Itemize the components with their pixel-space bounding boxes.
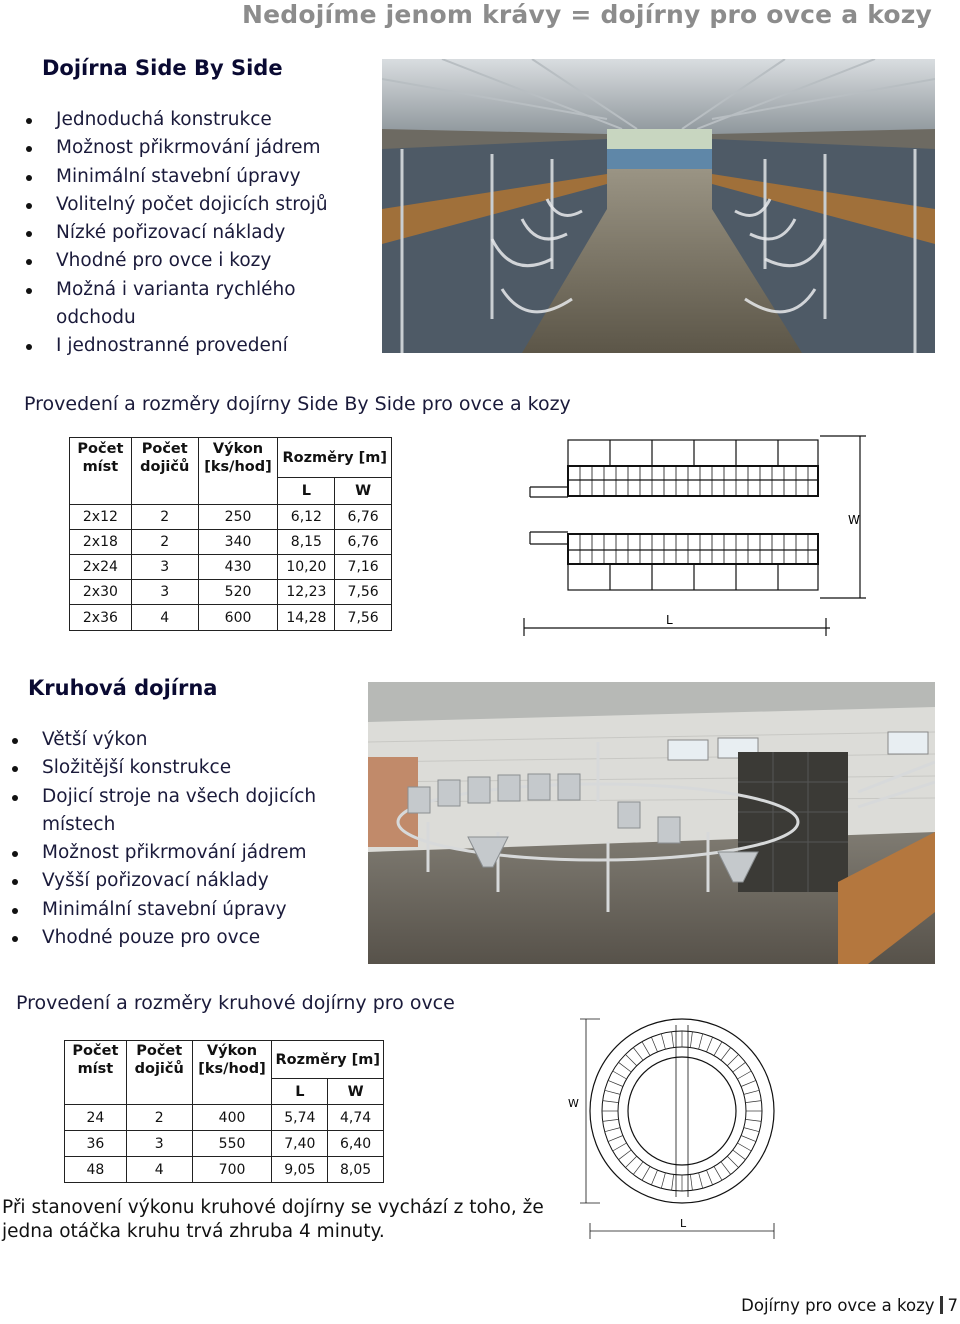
rotary-dimensions-table (64, 1040, 384, 1183)
table-header-W: W (328, 1079, 384, 1105)
table-cell: 6,40 (328, 1131, 384, 1157)
stall-divider (613, 1143, 627, 1151)
rotary-features-list (42, 726, 342, 952)
stall-divider (672, 1032, 674, 1048)
table-cell: 24 (65, 1105, 127, 1131)
stall-divider (741, 1080, 756, 1086)
table-cell: 700 (192, 1157, 272, 1183)
stall-divider (625, 1156, 636, 1167)
list-item: Volitelný počet dojicích strojů (56, 191, 356, 219)
list-item: Větší výkon (42, 726, 342, 754)
rotary-parlor-photo (368, 682, 935, 964)
table-row (70, 605, 392, 631)
stall-divider (605, 1090, 621, 1094)
rotary-table-title: Provedení a rozměry kruhové dojírny pro ovce (16, 992, 455, 1014)
table-cell: 7,56 (335, 580, 392, 605)
table-cell: 8,15 (278, 530, 335, 555)
table-cell: 250 (198, 505, 278, 530)
table-cell: 520 (198, 580, 278, 605)
table-cell: 36 (65, 1131, 127, 1157)
list-item: Dojicí stroje na všech dojicích místech (42, 783, 332, 840)
stall-divider (727, 1054, 738, 1065)
stall-divider (603, 1101, 619, 1103)
table-header-milkers: Počet dojičů (131, 438, 198, 478)
table-cell: 550 (192, 1131, 272, 1157)
table-cell: 2x18 (70, 530, 132, 555)
table-header-L: L (278, 478, 335, 505)
table-header-output: Výkon [ks/hod] (192, 1041, 272, 1079)
stall-divider (707, 1037, 713, 1052)
table-cell: 2 (126, 1105, 192, 1131)
table-cell: 12,23 (278, 580, 335, 605)
table-cell: 600 (198, 605, 278, 631)
stall-divider (619, 1062, 632, 1072)
list-item: Vhodné pro ovce i kozy (56, 247, 356, 275)
stall-divider (690, 1032, 692, 1048)
stall-divider (608, 1080, 623, 1086)
table-cell: 4,74 (328, 1105, 384, 1131)
stall-divider (603, 1119, 619, 1121)
table-cell: 6,12 (278, 505, 335, 530)
list-item: Složitější konstrukce (42, 754, 342, 782)
table-cell: 2x24 (70, 555, 132, 580)
rotary-layout-diagram (560, 1015, 800, 1245)
table-cell: 2x36 (70, 605, 132, 631)
list-item: Vyšší pořizovací náklady (42, 867, 342, 895)
table-cell: 2x12 (70, 505, 132, 530)
table-cell: 7,56 (335, 605, 392, 631)
list-item: Jednoduchá konstrukce (56, 106, 356, 134)
table-header-L: L (272, 1079, 328, 1105)
stall-divider (672, 1175, 674, 1191)
rotary-photo-illustration (368, 682, 935, 964)
table-header-W: W (335, 478, 392, 505)
stall-divider (746, 1119, 762, 1121)
table-cell: 6,76 (335, 530, 392, 555)
stall-divider (714, 1042, 722, 1056)
side-by-side-features-list (56, 106, 356, 361)
rotary-drawing (560, 1015, 800, 1245)
stall-divider (613, 1071, 627, 1079)
stall-divider (721, 1162, 731, 1175)
table-cell: 2x30 (70, 580, 132, 605)
stall-divider (714, 1166, 722, 1180)
stall-divider (633, 1162, 643, 1175)
stall-divider (633, 1048, 643, 1061)
rotary-output-note: Při stanovení výkonu kruhové dojírny se vychází z toho, že jedna otáčka kruhu trvá zhruba 4 minuty. (2, 1197, 544, 1242)
page-number: 7 (947, 1296, 958, 1315)
stall-divider (699, 1034, 703, 1050)
stall-divider (746, 1101, 762, 1103)
table-cell: 5,74 (272, 1105, 328, 1131)
table-row (70, 530, 392, 555)
stall-divider (741, 1136, 756, 1142)
table-cell: 4 (126, 1157, 192, 1183)
list-item: Minimální stavební úpravy (42, 896, 342, 924)
stall-divider (625, 1054, 636, 1065)
table-cell: 430 (198, 555, 278, 580)
table-cell: 2 (131, 530, 198, 555)
stall-divider (744, 1090, 760, 1094)
diagram-label-l: L (666, 613, 673, 627)
table-cell: 3 (131, 580, 198, 605)
table-row (70, 555, 392, 580)
side-by-side-table-title: Provedení a rozměry dojírny Side By Side pro ovce a kozy (24, 393, 571, 415)
table-cell: 10,20 (278, 555, 335, 580)
diagram-label-w: W (568, 1097, 579, 1110)
table-cell: 7,40 (272, 1131, 328, 1157)
table-cell: 9,05 (272, 1157, 328, 1183)
list-item: Nízké pořizovací náklady (56, 219, 356, 247)
stall-divider (642, 1166, 650, 1180)
side-by-side-parlor-photo (382, 59, 935, 353)
page-header-title: Nedojíme jenom krávy = dojírny pro ovce a kozy (242, 0, 932, 29)
table-cell: 8,05 (328, 1157, 384, 1183)
stall-divider (707, 1170, 713, 1185)
stall-divider (642, 1042, 650, 1056)
table-cell: 14,28 (278, 605, 335, 631)
footer-text: Dojírny pro ovce a kozy (741, 1296, 935, 1315)
parlor-photo-illustration (382, 59, 935, 353)
table-cell: 3 (126, 1131, 192, 1157)
side-by-side-layout-diagram (520, 432, 880, 642)
section-title-rotary: Kruhová dojírna (28, 676, 218, 700)
table-header-dimensions: Rozměry [m] (272, 1041, 384, 1079)
side-by-side-drawing (520, 432, 880, 642)
table-cell: 48 (65, 1157, 127, 1183)
table-cell: 4 (131, 605, 198, 631)
table-cell: 340 (198, 530, 278, 555)
table-header-milkers: Počet dojičů (126, 1041, 192, 1079)
diagram-label-w: W (848, 513, 860, 527)
stall-divider (721, 1048, 731, 1061)
table-cell: 2 (131, 505, 198, 530)
table-row (70, 505, 392, 530)
table-header-places: Počet míst (65, 1041, 127, 1079)
table-row (65, 1157, 384, 1183)
list-item: Možnost přikrmování jádrem (42, 839, 342, 867)
table-cell: 3 (131, 555, 198, 580)
list-item: I jednostranné provedení (56, 332, 356, 360)
stall-divider (737, 1143, 751, 1151)
table-header-places: Počet míst (70, 438, 132, 478)
stall-divider (699, 1173, 703, 1189)
stall-divider (737, 1071, 751, 1079)
stall-divider (733, 1062, 746, 1072)
stall-divider (733, 1150, 746, 1160)
stall-divider (661, 1173, 665, 1189)
stall-divider (690, 1175, 692, 1191)
footer-divider (940, 1296, 943, 1314)
diagram-label-l: L (680, 1217, 687, 1230)
stall-divider (651, 1037, 657, 1052)
stall-divider (661, 1034, 665, 1050)
stall-divider (619, 1150, 632, 1160)
stall-divider (605, 1128, 621, 1132)
stall-divider (608, 1136, 623, 1142)
side-by-side-dimensions-table (69, 437, 392, 631)
stall-divider (651, 1170, 657, 1185)
table-row (65, 1131, 384, 1157)
table-cell: 7,16 (335, 555, 392, 580)
list-item: Možnost přikrmování jádrem (56, 134, 356, 162)
table-cell: 400 (192, 1105, 272, 1131)
stall-divider (727, 1156, 738, 1167)
list-item: Vhodné pouze pro ovce (42, 924, 342, 952)
table-header-dimensions: Rozměry [m] (278, 438, 392, 478)
stall-divider (744, 1128, 760, 1132)
table-row (65, 1105, 384, 1131)
list-item: Možná i varianta rychlého odchodu (56, 276, 316, 333)
list-item: Minimální stavební úpravy (56, 163, 356, 191)
table-cell: 6,76 (335, 505, 392, 530)
table-row (70, 580, 392, 605)
table-header-output: Výkon [ks/hod] (198, 438, 278, 478)
section-title-side-by-side: Dojírna Side By Side (42, 56, 283, 80)
page-footer (741, 1296, 960, 1315)
